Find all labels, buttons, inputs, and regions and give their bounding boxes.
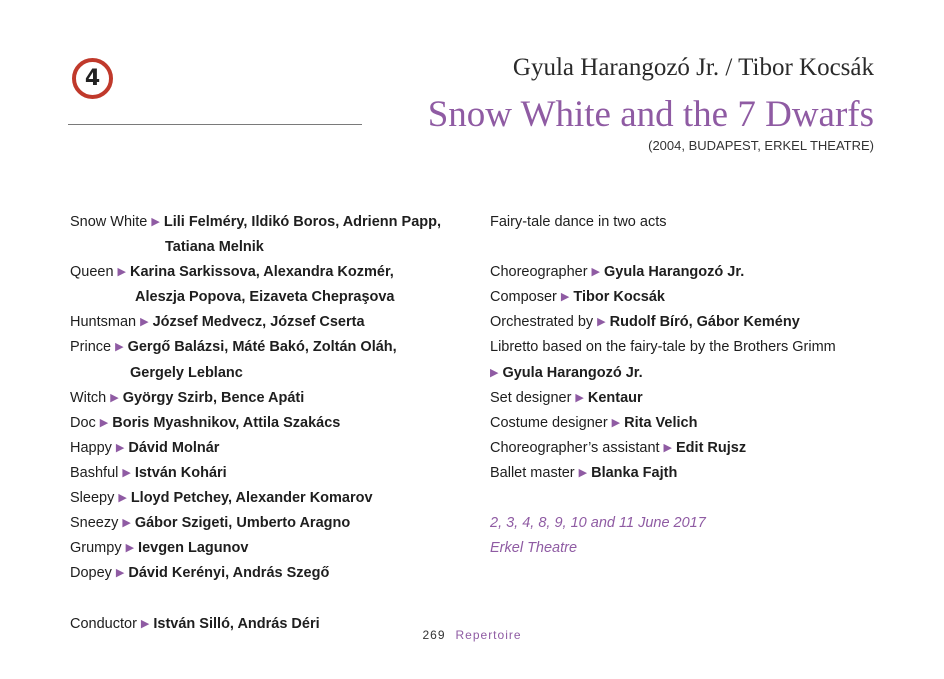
arrow-icon: ▶	[151, 216, 160, 228]
credit-names: Gyula Harangozó Jr.	[604, 264, 745, 281]
cast-names: Dávid Kerényi, András Szegő	[128, 565, 330, 582]
credit-label: Set designer	[490, 389, 572, 406]
cast-row-huntsman	[70, 310, 470, 335]
credit-names: Tibor Kocsák	[573, 289, 665, 306]
cast-names: Lili Felméry, Ildikó Boros, Adrienn Papp,	[163, 214, 442, 230]
cast-names: Gábor Szigeti, Umberto Aragno	[134, 515, 351, 532]
spacer	[490, 235, 890, 260]
libretto-row	[490, 361, 890, 386]
page-number: 269	[422, 628, 446, 642]
arrow-icon: ▶	[578, 466, 588, 479]
page-footer	[0, 628, 944, 642]
credit-label: Composer	[490, 289, 557, 306]
arrow-icon: ▶	[490, 366, 499, 379]
cast-row-witch	[70, 386, 470, 411]
role-label: Grumpy	[70, 540, 122, 557]
cast-names-continued: Tatiana Melnik	[165, 239, 264, 256]
genre-description: Fairy-tale dance in two acts	[490, 214, 667, 230]
arrow-icon: ▶	[115, 441, 125, 454]
arrow-icon: ▶	[125, 542, 135, 555]
arrow-icon: ▶	[560, 291, 570, 304]
arrow-icon: ▶	[611, 416, 621, 429]
credit-row-orchestration	[490, 310, 890, 335]
arrow-icon: ▶	[117, 266, 127, 279]
arrow-icon: ▶	[140, 316, 149, 329]
role-label: Bashful	[70, 464, 119, 481]
credit-row-composer	[490, 285, 890, 310]
role-label: Witch	[70, 389, 107, 406]
arrow-icon: ▶	[110, 391, 119, 404]
role-label: Snow White	[70, 214, 148, 230]
role-label: Queen	[70, 264, 114, 281]
arrow-icon: ▶	[122, 517, 131, 530]
cast-names: Dávid Molnár	[128, 439, 220, 456]
cast-names: Lloyd Petchey, Alexander Komarov	[130, 490, 373, 507]
production-info	[490, 210, 890, 561]
credit-label: Ballet master	[490, 464, 575, 481]
libretto-label: Libretto based on the fairy-tale by the Brothers Grimm	[490, 339, 836, 356]
role-label: Huntsman	[70, 314, 137, 331]
cast-row-grumpy	[70, 536, 470, 561]
credit-row-choreographer-assistant	[490, 436, 890, 461]
cast-row-dopey	[70, 561, 470, 586]
arrow-icon: ▶	[140, 617, 150, 630]
cast-names: József Medvecz, József Cserta	[152, 314, 365, 331]
arrow-icon: ▶	[122, 466, 131, 479]
cast-names: István Kohári	[134, 464, 227, 481]
cast-list	[70, 210, 470, 637]
role-label: Happy	[70, 439, 112, 456]
cast-row-sneezy	[70, 511, 470, 536]
arrow-icon: ▶	[118, 492, 127, 505]
credit-label: Orchestrated by	[490, 314, 594, 331]
credit-names: Kentaur	[587, 389, 643, 406]
cast-row-queen	[70, 260, 470, 285]
chapter-number-badge: 4	[72, 58, 113, 99]
arrow-icon: ▶	[663, 441, 673, 454]
authors-heading: Gyula Harangozó Jr. / Tibor Kocsák	[512, 54, 874, 81]
spacer	[70, 586, 470, 611]
credit-label: Choreographer	[490, 264, 588, 281]
credit-names: Rita Velich	[624, 414, 698, 431]
arrow-icon: ▶	[591, 266, 601, 279]
credit-label: Choreographer’s assistant	[490, 439, 660, 456]
credit-row-costume-designer	[490, 411, 890, 436]
spacer	[490, 486, 890, 511]
premiere-subtitle: (2004, BUDAPEST, ERKEL THEATRE)	[648, 138, 874, 153]
cast-names: Boris Myashnikov, Attila Szakács	[112, 414, 341, 431]
role-label: Prince	[70, 339, 112, 356]
cast-names: Gergő Balázsi, Máté Bakó, Zoltán Oláh,	[127, 339, 397, 356]
cast-row-snow-white	[70, 210, 470, 235]
cast-row-doc	[70, 411, 470, 436]
performance-dates: 2, 3, 4, 8, 9, 10 and 11 June 2017	[490, 515, 706, 532]
credit-names: Blanka Fajth	[591, 464, 678, 481]
credit-row-set-designer	[490, 386, 890, 411]
credit-row-choreographer	[490, 260, 890, 285]
performance-venue: Erkel Theatre	[490, 540, 578, 557]
role-label: Dopey	[70, 565, 112, 582]
arrow-icon: ▶	[115, 341, 124, 354]
credit-names: Rudolf Bíró, Gábor Kemény	[609, 314, 800, 331]
cast-names-continued: Aleszja Popova, Eizaveta Chepraşova	[135, 289, 395, 306]
cast-names: Ievgen Lagunov	[138, 540, 249, 557]
page-title: Snow White and the 7 Dwarfs	[427, 94, 874, 135]
cast-names-continued: Gergely Leblanc	[130, 364, 243, 381]
section-name: Repertoire	[455, 628, 522, 642]
credit-label: Costume designer	[490, 414, 608, 431]
credit-names: Gyula Harangozó Jr.	[502, 364, 643, 381]
role-label: Conductor	[70, 615, 137, 632]
cast-row-bashful	[70, 461, 470, 486]
cast-row-sleepy	[70, 486, 470, 511]
role-label: Sleepy	[70, 490, 115, 507]
arrow-icon: ▶	[597, 316, 606, 329]
credit-names: Edit Rujsz	[676, 439, 747, 456]
header-rule	[68, 124, 362, 125]
role-label: Sneezy	[70, 515, 119, 532]
cast-row-prince	[70, 335, 470, 360]
cast-names: István Silló, András Déri	[153, 615, 320, 632]
cast-names: György Szirb, Bence Apáti	[122, 389, 305, 406]
role-label: Doc	[70, 414, 96, 431]
credit-row-ballet-master	[490, 461, 890, 486]
cast-row-happy	[70, 436, 470, 461]
cast-names: Karina Sarkissova, Alexandra Kozmér,	[130, 264, 394, 281]
arrow-icon: ▶	[115, 567, 125, 580]
arrow-icon: ▶	[575, 391, 584, 404]
arrow-icon: ▶	[99, 416, 109, 429]
